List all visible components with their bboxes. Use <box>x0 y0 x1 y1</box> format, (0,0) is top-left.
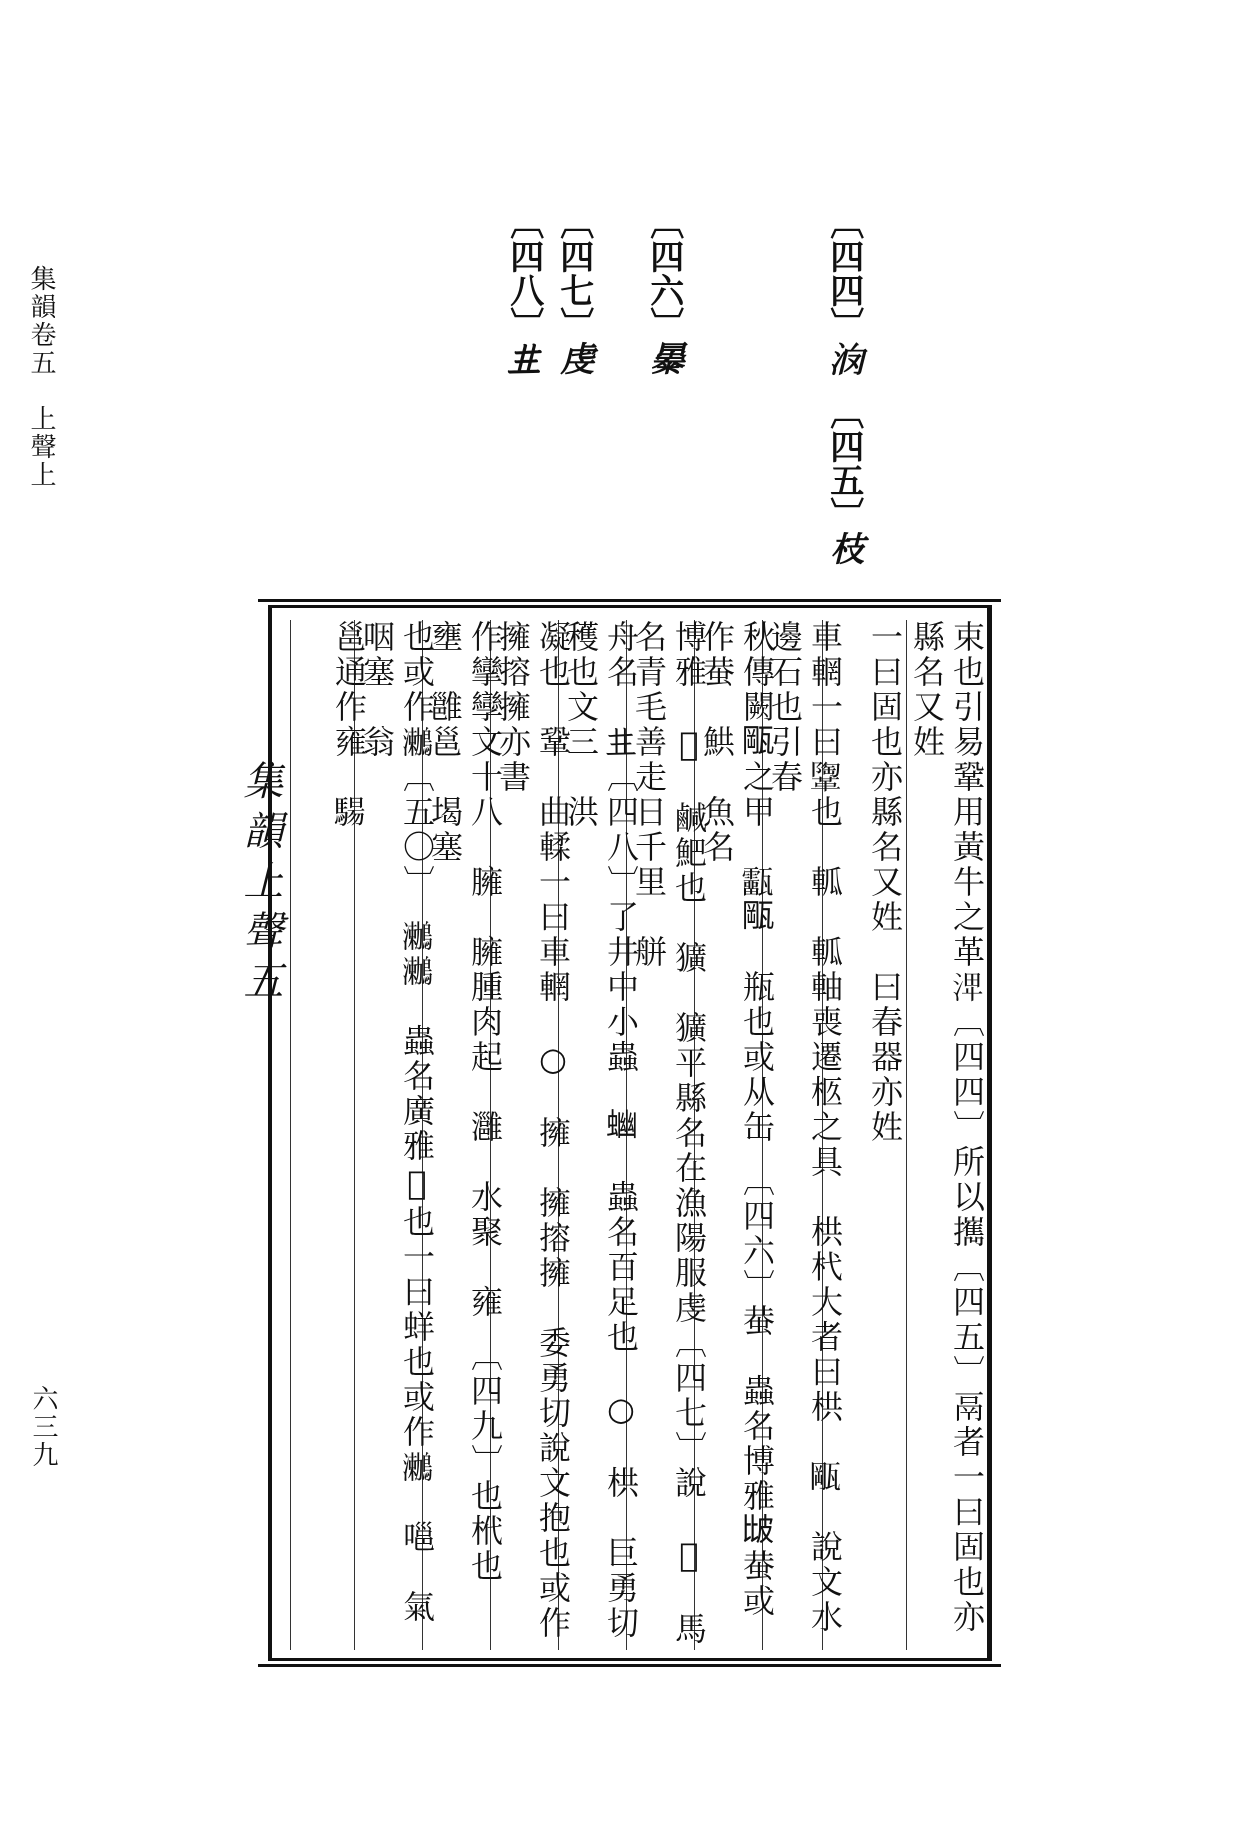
text-column: 也或作𪆟〔五〇〕 𪆟𪆟 蟲名廣雅𩡛也一曰蛘也或作𪆟 嗈 氣咽塞 翁 <box>354 620 437 1650</box>
collation-note <box>503 205 544 375</box>
text-column: 一曰固也亦縣名又姓 曰春器亦姓 <box>822 620 905 1650</box>
text-column: 作攣孿文十八 臃 臃腫肉起 灉 水聚 雍 〔四九〕也㭖也 壅 雝邕 堨塞 <box>422 620 505 1650</box>
note-char: 𠀎 <box>503 341 544 375</box>
note-mark: 〔四六〕 <box>643 205 684 341</box>
note-mark: 〔四四〕 <box>823 205 864 341</box>
note-mark: 〔四八〕 <box>503 205 544 341</box>
note-char: 㬥 <box>643 341 684 375</box>
text-column: 束也引易鞏用黃牛之革𣴪〔四四〕所以𢹂〔四五〕鬲者一曰固也亦縣名又姓 <box>908 620 986 1635</box>
collation-note <box>823 395 864 565</box>
text-column: 博雅 𩡛 鹹䰾也 獷 獷平縣名在漁陽服虔〔四七〕說 𩦊 馬名青毛善走日千里 䑫 <box>626 620 709 1650</box>
text-column: 邕通作雍 𩤟 <box>290 620 369 1650</box>
collation-note <box>823 205 864 375</box>
text-column <box>906 620 947 1650</box>
collation-note <box>553 205 594 375</box>
text-column: 舟名 𠀎〔四八〕了井中小蟲 𧍘 蟲名百足也 ○ 栱 巨勇切穫也文三 洪 <box>558 620 641 1650</box>
text-column: 車輞一曰𩍂也 軱 軱軸喪遷柩之具 栱杙大者曰栱 𤭛 說文水邊石也引春 <box>762 620 845 1650</box>
collation-note <box>643 205 684 375</box>
running-head: 集韻卷五 上聲上 <box>26 265 56 489</box>
page-number: 六三九 <box>28 1385 58 1469</box>
marginal-annotation: 集韻上聲五 <box>237 760 283 1010</box>
note-mark: 〔四五〕 <box>823 395 864 531</box>
text-column: 凝也 鞏 曲輮一曰車輞 ○ 擁 擁搈擁 委勇切說文抱也或作擁搈擁亦書 <box>490 620 573 1650</box>
note-mark: 〔四七〕 <box>553 205 594 341</box>
woodblock-frame <box>268 605 992 1661</box>
note-char: 虔 <box>553 341 594 375</box>
text-column: 秋傳闕𤭛之甲 𤮷𤭛 瓶也或从缶 〔四六〕蛬 蟲名博雅𤿎蛬或作蛬 䱋 魚名 <box>694 620 777 1650</box>
note-char: 𣲿 <box>823 341 864 375</box>
note-char: 枝 <box>823 531 864 565</box>
